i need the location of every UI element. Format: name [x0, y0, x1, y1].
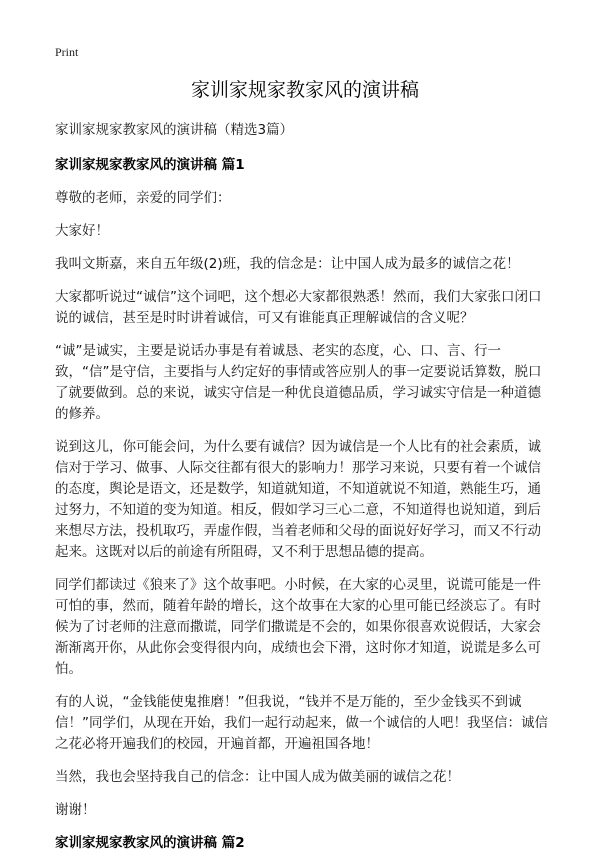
- paragraph: 说到这儿，你可能会问，为什么要有诚信？因为诚信是一个人比有的社会素质，诚信对于学习、做事、人际交往都有很大的影响力！那学习来说，只要有着一个诚信的态度，舆论是语文，还是数学，知道就知道，不知道就说不知道，熟能生巧，通过努力，不知道的变为知道。相反，假如学习三心二意，不知道得也说知道，到后来想尽方法，投机取巧，弄虚作假，当着老师和父母的面说好好学习，而又不行动起来。这既对以后的前途有所阻碍，又不利于思想品德的提高。: [55, 439, 541, 560]
- paragraph: 同学们都读过《狼来了》这个故事吧。小时候，在大家的心灵里，说谎可能是一件可怕的事，然而，随着年龄的增长，这个故事在大家的心里可能已经淡忘了。有时候为了讨老师的注意而撒谎，同学们撒谎是不会的，如果你很喜欢说假话，大家会渐渐离开你，从此你会变得很内向，成绩也会下滑，这时你才知道，说谎是多么可怕。: [55, 577, 541, 677]
- section-heading-1: 家训家规家教家风的演讲稿 篇1: [55, 157, 245, 173]
- paragraph-greeting: 大家好！: [55, 223, 109, 239]
- paragraph: 当然，我也会坚持我自己的信念：让中国人成为做美丽的诚信之花！: [55, 769, 460, 785]
- paragraph-intro: 我叫文斯嘉，来自五年级(2)班，我的信念是：让中国人成为最多的诚信之花！: [55, 256, 520, 272]
- section-heading-2: 家训家规家教家风的演讲稿 篇2: [55, 835, 245, 851]
- paragraph: 大家都听说过“诚信”这个词吧，这个想必大家都很熟悉！然而，我们大家张口闭口说的诚信，甚至是时时讲着诚信，可又有谁能真正理解诚信的含义呢？: [55, 289, 542, 326]
- paragraph-salutation: 尊敬的老师，亲爱的同学们：: [55, 190, 231, 206]
- document-title: 家训家规家教家风的演讲稿: [190, 79, 419, 101]
- document-body: [55, 120, 550, 866]
- paragraph: “诚”是诚实，主要是说话办事是有着诚恳、老实的态度，心、口、言、行一致，“信”是守信，主要指与人约定好的事情或答应别人的事一定要说话算数，脱口了就要做到。总的来说，诚实守信是一种优良道德品质，学习诚实守信是一种道德的修养。: [55, 343, 542, 422]
- paragraph-thanks: 谢谢！: [55, 802, 96, 818]
- print-label: Print: [55, 45, 79, 59]
- paragraph: 有的人说，“金钱能使鬼推磨！”但我说，“钱并不是万能的，至少金钱买不到诚信！”同学们，从现在开始，我们一起行动起来，做一个诚信的人吧！我坚信：诚信之花必将开遍我们的校园，开遍首都，开遍祖国各地！: [55, 694, 548, 752]
- document-subtitle: 家训家规家教家风的演讲稿（精选3篇）: [55, 122, 294, 138]
